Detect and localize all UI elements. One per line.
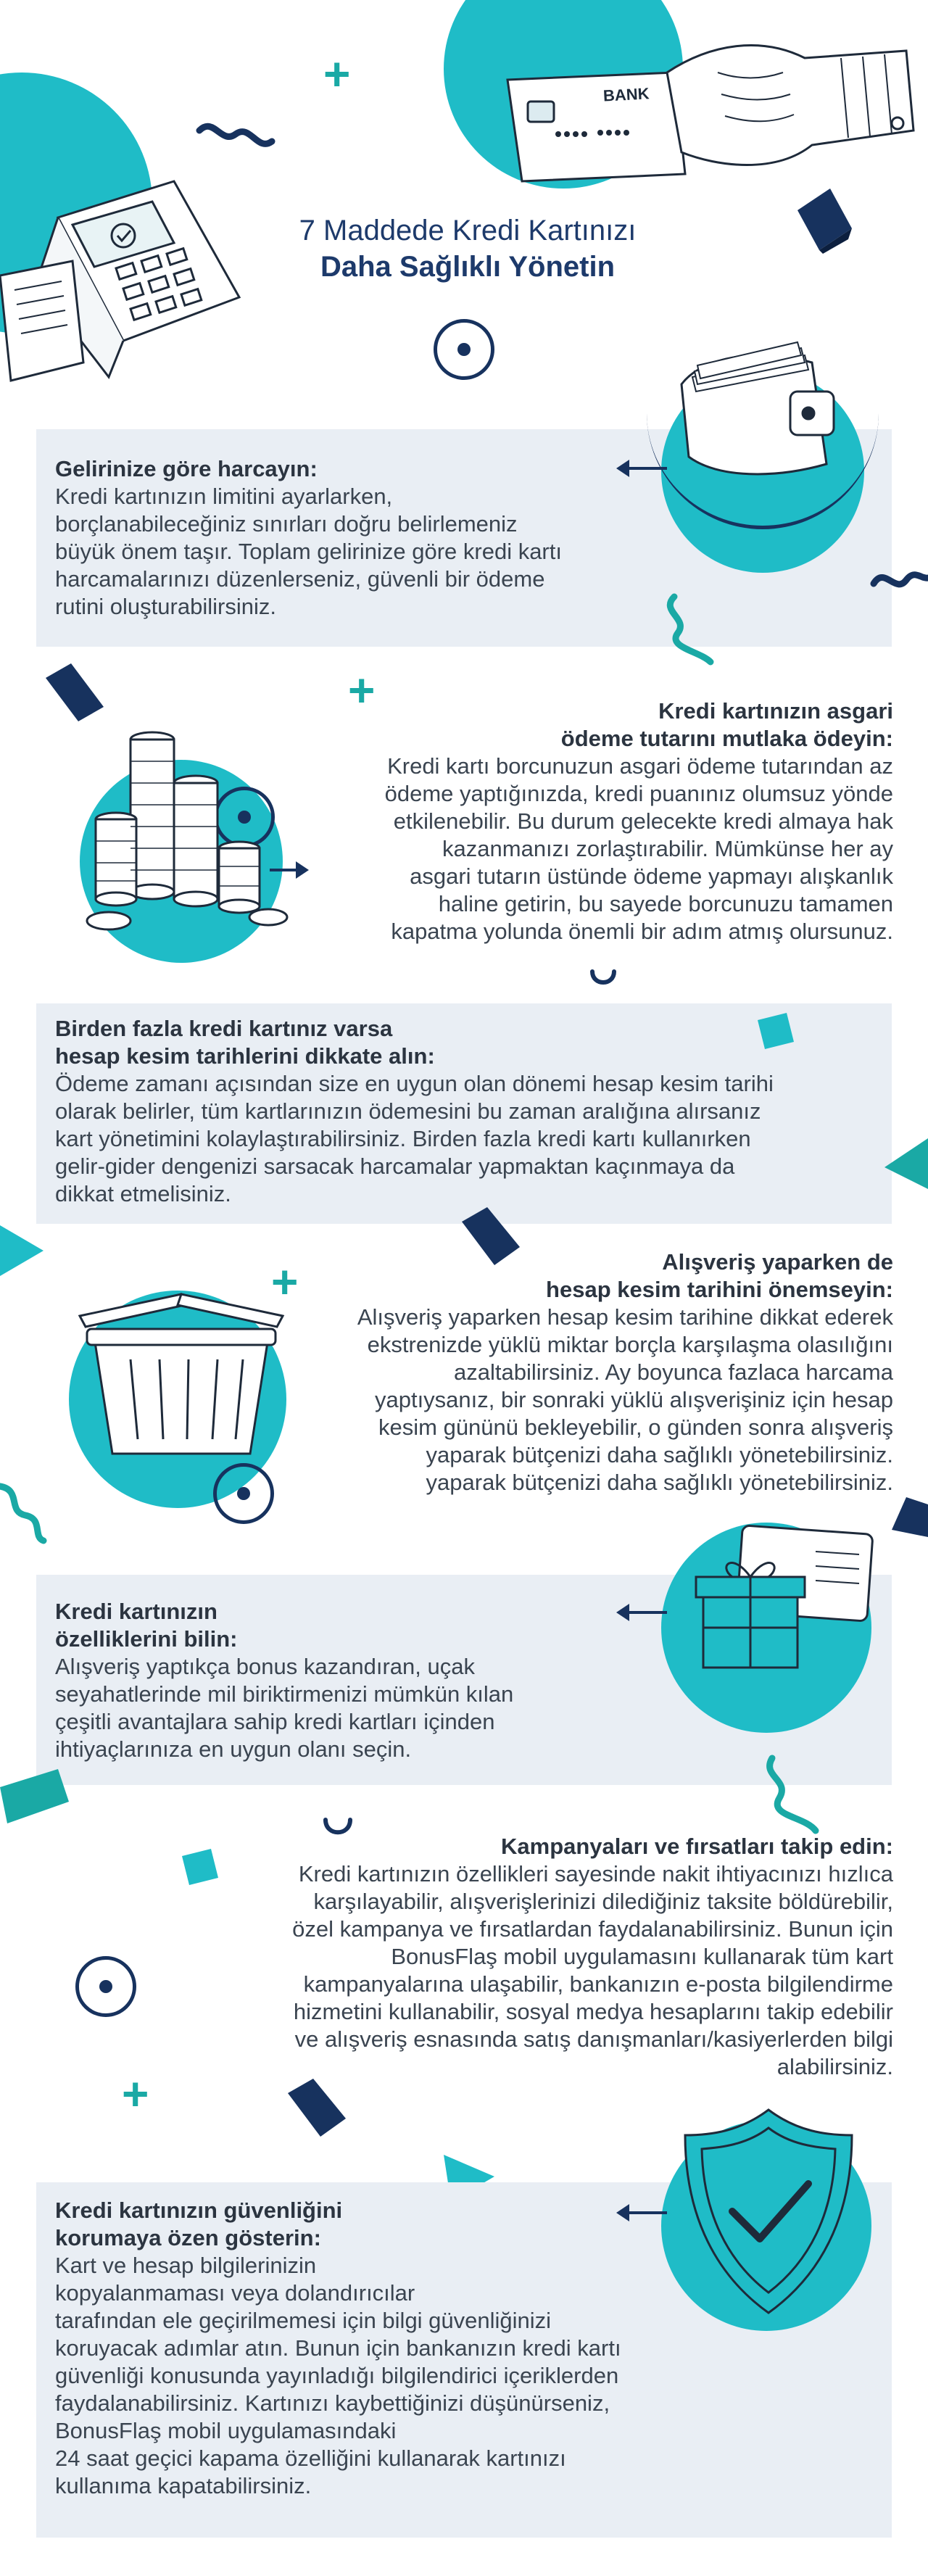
section-2-body: Kredi kartı borcunuzun asgari ödeme tutarından az ödeme yaptığınızda, kredi puanınız olumsuz yönde etkilenebilir. Bu durum gelecekte kredi almaya hak kazanmanızı zorlaştırabilir. Mümkünse her ay asgari tutarın üstünde ödeme yapmayı alışkanlık haline getirin, bu sayede borcunuzu tamamen kapatma yolunda önemli bir adım atmış olursunuz. xyxy=(384,753,893,944)
section-4-dot xyxy=(237,1487,250,1500)
section-3-title-line2: hesap kesim tarihlerini dikkate alın: xyxy=(55,1043,435,1069)
section-4-title-line1: Alışveriş yaparken de xyxy=(662,1249,893,1275)
section-1-title: Gelirinize göre harcayın: xyxy=(55,456,318,481)
squiggle-icon xyxy=(870,558,928,602)
section-6-body: Kredi kartınızın özellikleri sayesinde nakit ihtiyacınızı hızlıca karşılayabilir, alışverişlerinizi dilediğiniz taksite böldürebilir, özel kampanya ve fırsatlardan faydalanabilirsiniz. Bunun için BonusFlaş mobil uygulamasını kullanarak tüm kart kampanyalarına ulaşabilir, bankanızın e-posta bilgilendirme hizmetini kullanabilir, sosyal medya hesaplarını takip edebilir ve alışveriş esnasında satış danışmanları/kasiyerlerden bilgi alabilirsiniz. xyxy=(292,1861,893,2079)
plus-icon: + xyxy=(323,48,351,100)
section-3-body: Ödeme zamanı açısından size en uygun olan dönemi hesap kesim tarihi olarak belirler, tüm kartlarınızın ödemesini bu zaman aralığına alırsanız kart yönetimini kolaylaştırabilirsiniz. Birden fazla kredi kartı kullanırken gelir-gider dengenizi sarsacak harcamalar yapmaktan kaçınmaya da dikkat etmelisiniz. xyxy=(55,1071,774,1206)
squiggle-icon xyxy=(761,1755,826,1834)
section-7-title-line2: korumaya özen gösterin: xyxy=(55,2225,321,2250)
section-4-body: Alışveriş yaparken hesap kesim tarihine dikkat ederek ekstrenizde yüklü miktar borçla karşılaşma olasılığını azaltabilirsiniz. Ay boyunca fazlaca harcama yaptıysanız, bir sonraki yüklü alışverişiniz için hesap kesim gününü bekleyebilir, o günden sonra alışveriş yaparak bütçenizi daha sağlıklı yönetebilirsiniz. yaparak bütçenizi daha sağlıklı yönetebilirsiniz. xyxy=(357,1304,893,1495)
hand-card-icon xyxy=(500,29,928,196)
section-7-title-line1: Kredi kartınızın güvenliğini xyxy=(55,2198,343,2223)
section-6-title: Kampanyaları ve fırsatları takip edin: xyxy=(501,1834,893,1859)
section-2-title-line1: Kredi kartınızın asgari xyxy=(658,698,893,724)
section-5-body: Alışveriş yaptıkça bonus kazandıran, uçak seyahatlerinde mil biriktirmenizi mümkün kılan çeşitli avantajlara sahip kredi kartları içinden ihtiyaçlarınıza en uygun olanı seçin. xyxy=(55,1654,514,1762)
triangle-shape-icon xyxy=(0,1225,51,1283)
plus-icon: + xyxy=(348,664,376,716)
ribbon-shape-icon xyxy=(0,1769,72,1827)
squiggle-icon xyxy=(0,1479,51,1544)
coins-icon xyxy=(72,725,290,935)
section-6-dot xyxy=(99,1980,112,1993)
squiggle-icon xyxy=(660,593,725,666)
section-5-title-line1: Kredi kartınızın xyxy=(55,1599,218,1624)
gift-card-icon xyxy=(667,1508,884,1682)
hook-icon xyxy=(589,968,618,990)
section-1-text xyxy=(55,455,650,621)
triangle-shape-icon xyxy=(884,1138,928,1196)
page-title-line2: Daha Sağlıklı Yönetin xyxy=(320,251,616,283)
section-5-title-line2: özelliklerini bilin: xyxy=(55,1626,238,1652)
section-5-text xyxy=(55,1598,635,1763)
ribbon-shape-icon xyxy=(42,660,107,725)
section-2-text xyxy=(268,697,893,945)
squiggle-icon xyxy=(196,116,276,167)
section-4-title-line2: hesap kesim tarihini önemseyin: xyxy=(546,1277,893,1302)
ribbon-shape-icon xyxy=(284,2075,349,2140)
plus-icon: + xyxy=(271,1256,299,1308)
section-1-body: Kredi kartınızın limitini ayarlarken, borçlanabileceğiniz sınırları doğru belirlemeniz büyük önem taşır. Toplam gelirinize göre kredi kartı harcamalarınızı düzenlerseniz, güvenli bir ödeme rutini oluşturabilirsiniz. xyxy=(55,484,562,619)
section-3-title-line1: Birden fazla kredi kartınız varsa xyxy=(55,1016,393,1041)
section-3-text xyxy=(55,1015,867,1208)
section-6-text xyxy=(167,1833,893,2081)
ribbon-shape-icon xyxy=(884,1494,928,1552)
shield-check-icon xyxy=(674,2103,863,2320)
wallet-icon xyxy=(660,334,848,500)
plus-icon: + xyxy=(122,2068,149,2120)
page-title-line1: 7 Maddede Kredi Kartınızı xyxy=(299,215,637,247)
card-brand-label: BANK xyxy=(602,84,650,105)
target-dot-icon xyxy=(457,343,471,356)
section-7-text xyxy=(55,2197,679,2500)
section-4-text xyxy=(268,1248,893,1496)
section-7-body: Kart ve hesap bilgilerinizin kopyalanmaması veya dolandırıcılar tarafından ele geçirilmemesi için bilgi güvenliğinizi koruyacak adımlar atın. Bunun için bankanızın kredi kartı güvenliği konusunda yayınladığı bilgilendirici içeriklerden faydalanabilirsiniz. Kartınızı kaybettiğinizi düşünürseniz, BonusFlaş mobil uygulamasındaki 24 saat geçici kapama özelliğini kullanarak kartınızı kullanıma kapatabilirsiniz. xyxy=(55,2253,621,2498)
basket-icon xyxy=(65,1287,297,1475)
section-2-title-line2: ödeme tutarını mutlaka ödeyin: xyxy=(560,726,893,751)
